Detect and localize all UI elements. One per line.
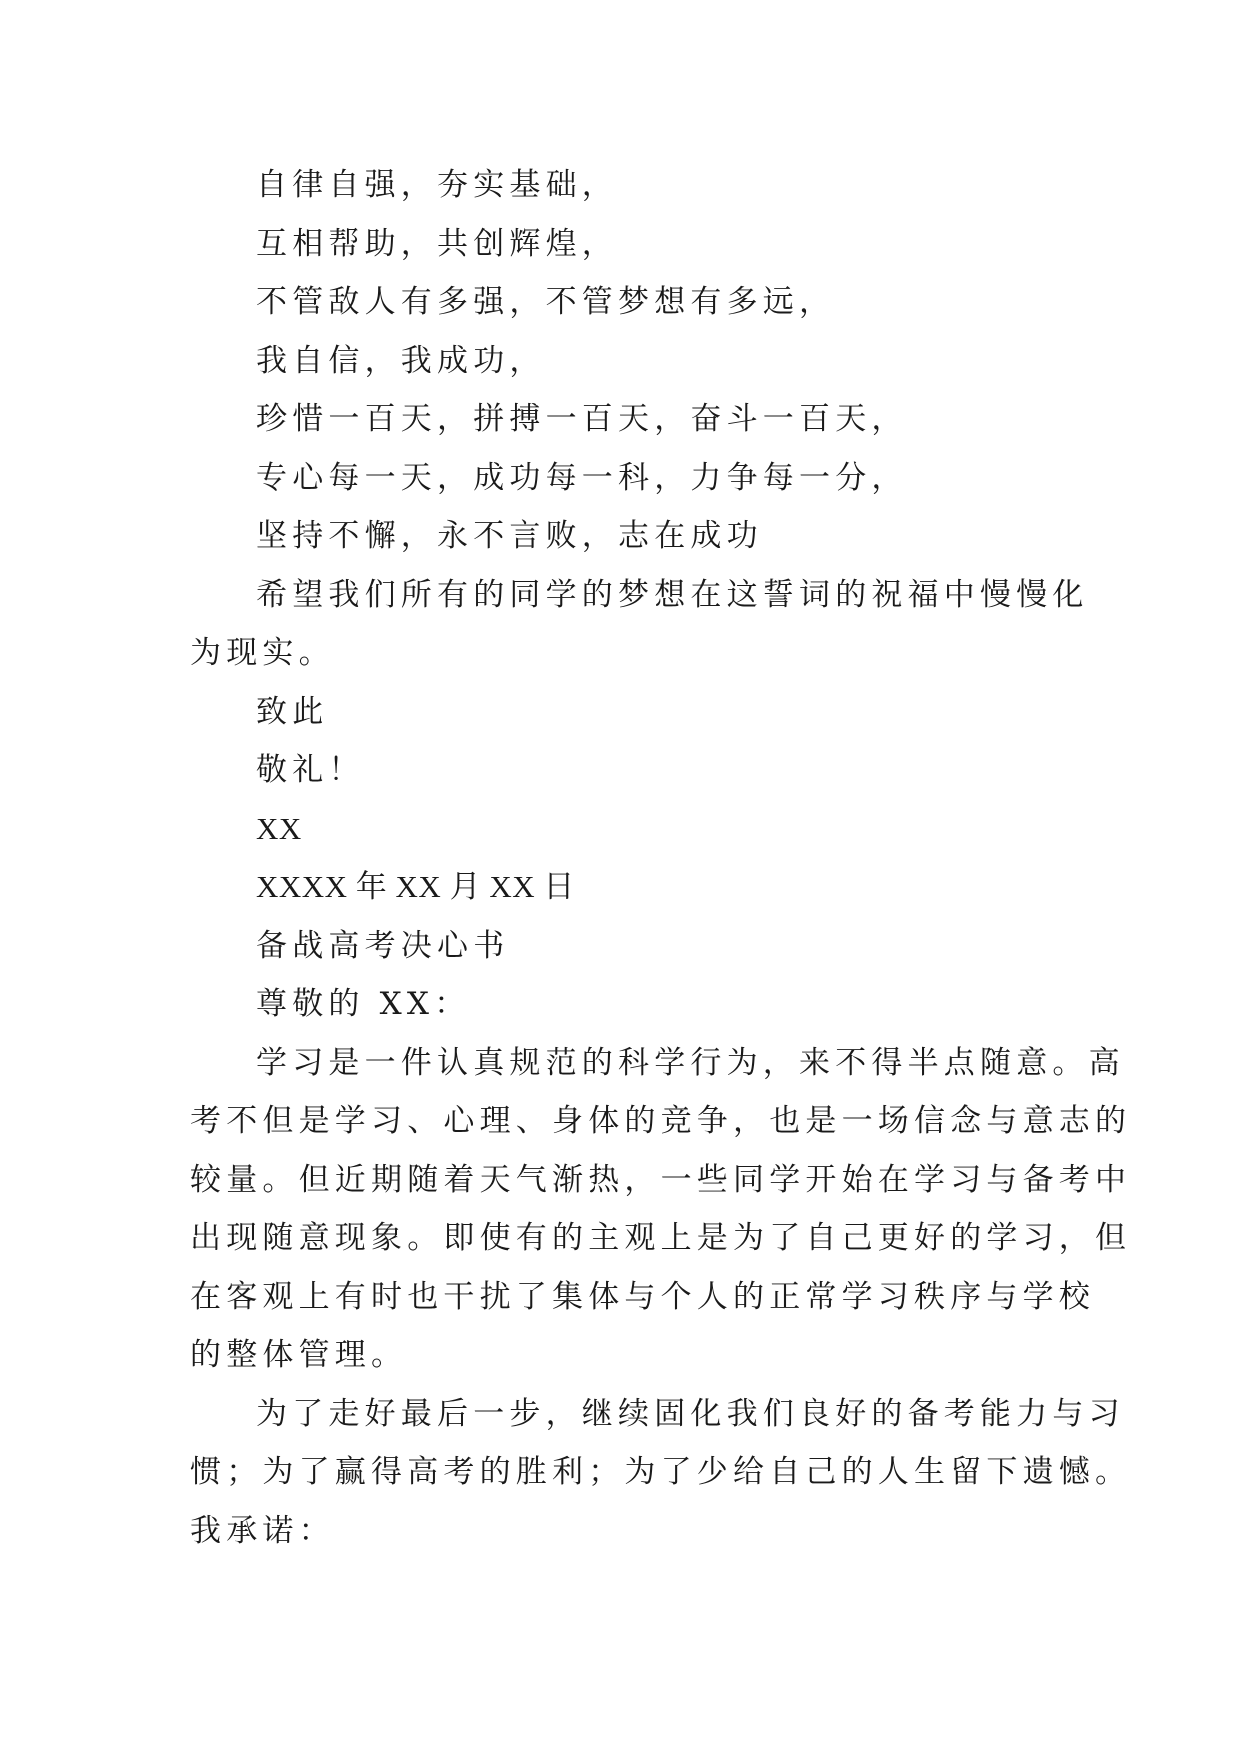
oath-line-7: 坚持不懈，永不言败，志在成功	[256, 518, 763, 554]
oath-line-5: 珍惜一百天，拼搏一百天，奋斗一百天，	[256, 401, 908, 437]
oath-line-6: 专心每一天，成功每一科，力争每一分，	[256, 459, 908, 496]
signature-name: XX	[256, 810, 302, 846]
oath-line-3: 不管敌人有多强，不管梦想有多远，	[256, 284, 836, 320]
addressee-line: 尊敬的 XX：	[256, 986, 471, 1022]
body-paragraph-1-line-5: 在客观上有时也干扰了集体与个人的正常学习秩序与学校	[190, 1278, 1095, 1315]
oath-line-2: 互相帮助，共创辉煌，	[256, 225, 618, 262]
body-paragraph-2-line-1: 为了走好最后一步，继续固化我们良好的备考能力与习	[256, 1395, 1125, 1432]
body-paragraph-1-line-4: 出现随意现象。即使有的主观上是为了自己更好的学习，但	[190, 1220, 1132, 1256]
body-paragraph-1-line-2: 考不但是学习、心理、身体的竞争，也是一场信念与意志的	[190, 1103, 1132, 1139]
body-paragraph-2-line-2: 惯；为了赢得高考的胜利；为了少给自己的人生留下遗憾。	[190, 1454, 1132, 1490]
closing-regards: 敬礼！	[256, 752, 365, 788]
signature-date: XXXX 年 XX 月 XX 日	[256, 869, 575, 904]
oath-line-1: 自律自强，夯实基础，	[256, 167, 618, 203]
body-paragraph-2-line-3: 我承诺：	[190, 1512, 335, 1549]
document-body	[190, 156, 1132, 1560]
body-paragraph-1-line-1: 学习是一件认真规范的科学行为，来不得半点随意。高	[256, 1044, 1125, 1081]
wish-paragraph-line-2: 为现实。	[190, 635, 335, 671]
section-title: 备战高考决心书	[256, 927, 510, 964]
body-paragraph-1-line-3: 较量。但近期随着天气渐热，一些同学开始在学习与备考中	[190, 1161, 1132, 1198]
wish-paragraph-line-1: 希望我们所有的同学的梦想在这誓词的祝福中慢慢化	[256, 576, 1089, 613]
body-paragraph-1-line-6: 的整体管理。	[190, 1337, 408, 1373]
oath-line-4: 我自信，我成功，	[256, 342, 546, 379]
closing-salutation: 致此	[256, 693, 329, 730]
